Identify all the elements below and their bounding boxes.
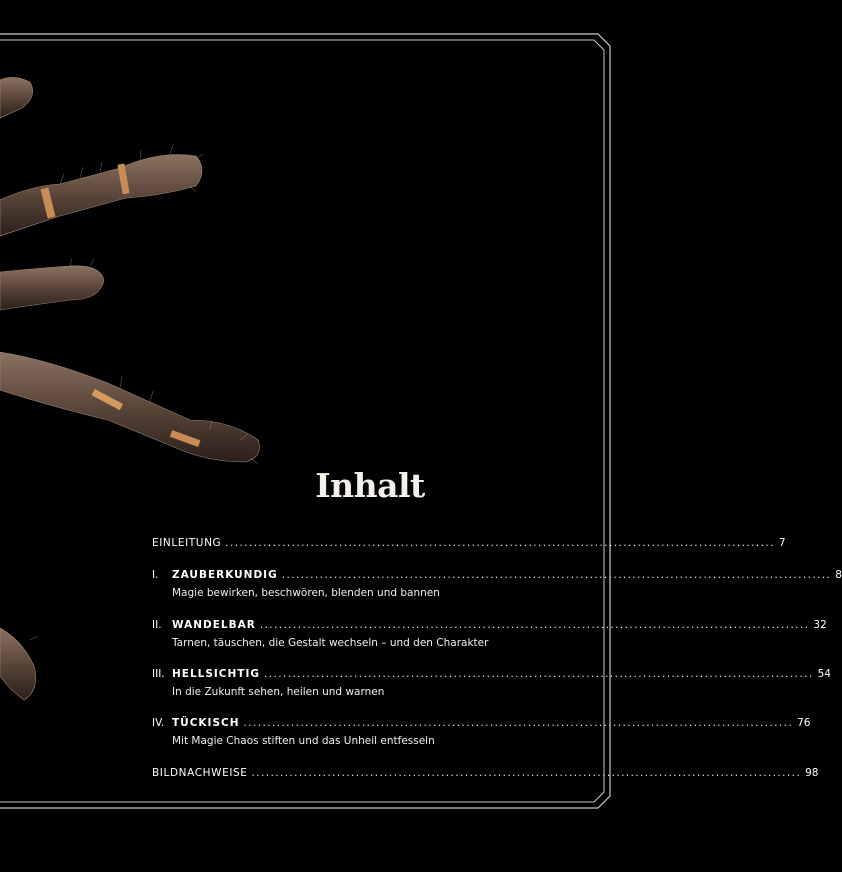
toc-entry-bildnachweise[interactable] <box>152 766 819 780</box>
toc-entry-einleitung[interactable] <box>152 536 786 550</box>
toc-label: ZAUBERKUNDIG <box>172 569 278 581</box>
toc-label: TÜCKISCH <box>172 717 240 729</box>
toc-label: WANDELBAR <box>172 619 256 631</box>
toc-label: HELLSICHTIG <box>172 668 260 680</box>
dot-leader: .................................................................................................................... <box>281 569 832 581</box>
toc-page-number: 32 <box>813 619 827 631</box>
toc-entry-hellsichtig[interactable] <box>152 667 831 699</box>
toc-page-number: 76 <box>797 717 811 729</box>
toc-entry-tueckisch[interactable] <box>152 716 811 748</box>
toc-chapter-number: III. <box>152 668 165 680</box>
dot-leader: .................................................................................................................... <box>264 668 814 680</box>
toc-subtitle: Magie bewirken, beschwören, blenden und bannen <box>172 587 440 599</box>
toc-chapter-number: I. <box>152 569 159 581</box>
page-title: Inhalt <box>315 466 425 505</box>
dot-leader: .................................................................................................................... <box>225 537 775 549</box>
dot-leader: .................................................................................................................... <box>259 619 810 631</box>
toc-chapter-number: IV. <box>152 717 165 729</box>
toc-label: BILDNACHWEISE <box>152 767 248 779</box>
toc-subtitle: Tarnen, täuschen, die Gestalt wechseln – und den Charakter <box>172 637 489 649</box>
toc-entry-wandelbar[interactable] <box>152 618 827 650</box>
toc-page-number: 98 <box>805 767 819 779</box>
toc-label: EINLEITUNG <box>152 537 222 549</box>
toc-page-number: 8 <box>835 569 842 581</box>
toc-chapter-number: II. <box>152 619 162 631</box>
dot-leader: .................................................................................................................... <box>243 717 794 729</box>
toc-page-number: 54 <box>817 668 831 680</box>
toc-entry-zauberkundig[interactable] <box>152 568 842 600</box>
toc-subtitle: Mit Magie Chaos stiften und das Unheil entfesseln <box>172 735 435 747</box>
dot-leader: .................................................................................................................... <box>251 767 802 779</box>
toc-subtitle: In die Zukunft sehen, heilen und warnen <box>172 686 385 698</box>
toc-page-number: 7 <box>778 537 786 549</box>
